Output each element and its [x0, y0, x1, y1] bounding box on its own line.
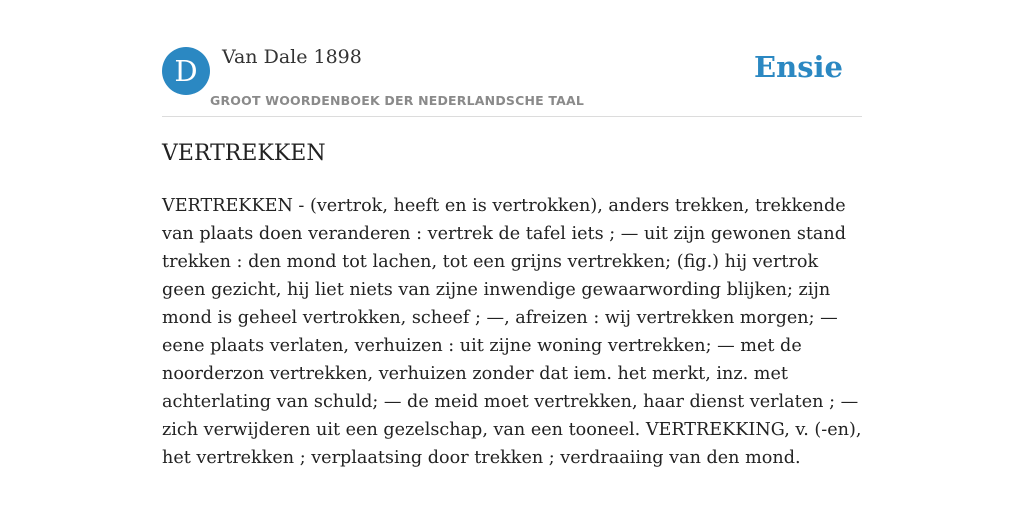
headword: VERTREKKEN — [162, 141, 326, 166]
definition-text: VERTREKKEN - (vertrok, heeft en is vertrokken), anders trekken, trekkende van plaats doen veranderen : vertrek de tafel iets ; — uit zijn gewonen stand trekken : den mond tot lachen, tot een grijns vertrekken; (fig.) hij vertrok geen gezicht, hij liet niets van zijne inwendige gewaarwording blijken; zijn mond is geheel vertrokken, scheef ; —, afreizen : wij vertrekken morgen; — eene plaats verlaten, verhuizen : uit zijne woning vertrekken; — met de noorderzon vertrekken, verhuizen zonder dat iem. het merkt, inz. met achterlating van schuld; — de meid moet vertrekken, haar dienst verlaten ; — zich verwijderen uit een gezelschap, van een tooneel. VERTREKKING, v. (-en), het vertrekken ; verplaatsing door trekken ; verdraaiing van den mond. — [162, 196, 862, 468]
source-subtitle: GROOT WOORDENBOEK DER NEDERLANDSCHE TAAL — [210, 93, 585, 108]
header — [162, 44, 862, 117]
source-title[interactable]: Van Dale 1898 — [222, 46, 362, 68]
brand-logo[interactable]: Ensie — [754, 50, 843, 84]
source-avatar: D — [162, 47, 210, 95]
